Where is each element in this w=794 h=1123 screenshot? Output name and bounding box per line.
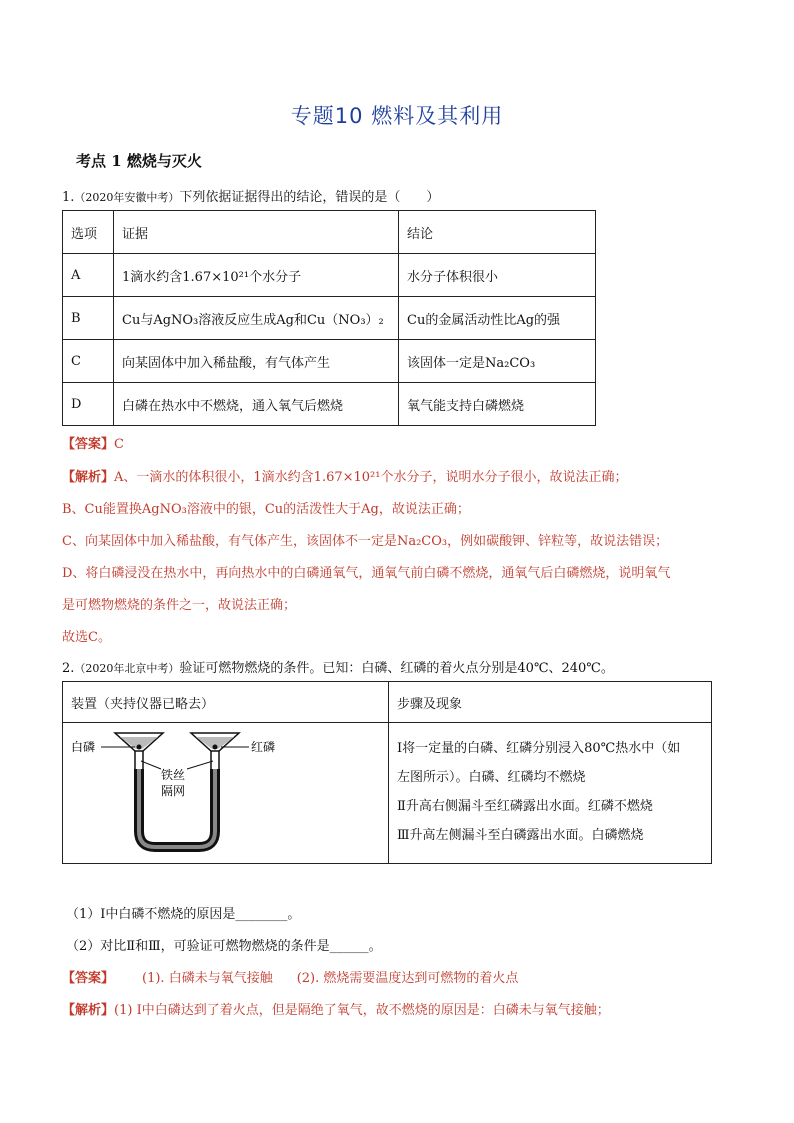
question-text: 验证可燃物燃烧的条件。已知：白磷、红磷的着火点分别是40℃、240℃。 <box>179 661 614 676</box>
row-conclusion: 水分子体积很小 <box>399 254 596 297</box>
question-1-stem <box>62 186 439 205</box>
sub-question-1: （1）Ⅰ中白磷不燃烧的原因是________。 <box>66 907 301 922</box>
row-conclusion: Cu的金属活动性比Ag的强 <box>399 297 596 340</box>
row-evidence: 白磷在热水中不燃烧，通入氧气后燃烧 <box>114 383 399 426</box>
table-row <box>63 383 596 426</box>
table-row <box>63 340 596 383</box>
analysis-text: A、一滴水的体积很小，1滴水约含1.67×10²¹个水分子，说明水分子很小，故说法正确； <box>114 470 628 485</box>
label-wire-1: 铁丝 <box>161 768 186 782</box>
table-row <box>63 297 596 340</box>
label-wire-2: 隔网 <box>161 784 186 798</box>
steps-cell <box>389 723 712 864</box>
analysis-line: B、Cu能置换AgNO₃溶液中的银，Cu的活泼性大于Ag，故说法正确； <box>62 502 470 517</box>
answer-value-1: (1). 白磷未与氧气接触 <box>142 971 273 986</box>
answer-value: C <box>114 437 124 452</box>
step-line: Ⅲ升高左侧漏斗至白磷露出水面。白磷燃烧 <box>397 828 644 843</box>
sub-question-2: （2）对比Ⅱ和Ⅲ，可验证可燃物燃烧的条件是______。 <box>66 939 382 954</box>
question-source: （2020年北京中考） <box>74 662 180 675</box>
step-line: 左图所示）。白磷、红磷均不燃烧 <box>397 770 586 785</box>
row-conclusion: 氧气能支持白磷燃烧 <box>399 383 596 426</box>
answer-line <box>62 967 518 986</box>
analysis-line <box>62 999 610 1018</box>
answer-value-2: (2). 燃烧需要温度达到可燃物的着火点 <box>296 971 519 986</box>
header-conclusion: 结论 <box>399 211 596 254</box>
header-apparatus: 装置（夹持仪器已略去） <box>63 682 389 723</box>
row-option: C <box>63 340 114 383</box>
analysis-line: 故选C。 <box>62 630 111 645</box>
row-evidence: 向某固体中加入稀盐酸，有气体产生 <box>114 340 399 383</box>
row-option: D <box>63 383 114 426</box>
answer-line <box>62 433 124 452</box>
label-red-phosphorus: 红磷 <box>251 740 276 754</box>
analysis-line <box>62 466 627 485</box>
apparatus-cell <box>63 723 389 864</box>
question-number: 1. <box>62 190 75 205</box>
row-evidence: Cu与AgNO₃溶液反应生成Ag和Cu（NO₃）₂ <box>114 297 399 340</box>
row-option: A <box>63 254 114 297</box>
answer-tag: 【答案】 <box>62 437 115 452</box>
analysis-line: D、将白磷浸没在热水中，再向热水中的白磷通氧气，通氧气前白磷不燃烧，通氧气后白磷燃烧，说明氧气 <box>62 566 671 581</box>
row-evidence: 1滴水约含1.67×10²¹个水分子 <box>114 254 399 297</box>
analysis-tag: 【解析】 <box>62 1003 115 1018</box>
table-row <box>63 254 596 297</box>
table-header-row <box>63 211 596 254</box>
header-evidence: 证据 <box>114 211 399 254</box>
evidence-table <box>62 210 596 426</box>
analysis-line: 是可燃物燃烧的条件之一，故说法正确； <box>62 598 297 613</box>
analysis-line: C、向某固体中加入稀盐酸，有气体产生，该固体不一定是Na₂CO₃，例如碳酸钾、锌粒等，故说法错误； <box>62 534 669 549</box>
label-white-phosphorus: 白磷 <box>71 740 96 754</box>
apparatus-diagram <box>63 723 388 859</box>
step-line: Ⅰ将一定量的白磷、红磷分别浸入80℃热水中（如 <box>397 741 681 756</box>
question-2-stem <box>62 657 614 676</box>
header-steps: 步骤及现象 <box>389 682 712 723</box>
table-header-row <box>63 682 712 723</box>
question-text: 下列依据证据得出的结论，错误的是（ ） <box>179 190 440 205</box>
analysis-tag: 【解析】 <box>62 470 115 485</box>
row-conclusion: 该固体一定是Na₂CO₃ <box>399 340 596 383</box>
page-title: 专题10 燃料及其利用 <box>290 104 504 128</box>
experiment-table <box>62 681 712 864</box>
row-option: B <box>63 297 114 340</box>
question-number: 2. <box>62 661 75 676</box>
header-option: 选项 <box>63 211 114 254</box>
answer-tag: 【答案】 <box>62 971 115 986</box>
table-row <box>63 723 712 864</box>
step-line: Ⅱ升高右侧漏斗至红磷露出水面。红磷不燃烧 <box>397 799 653 814</box>
question-source: （2020年安徽中考） <box>74 191 180 204</box>
analysis-text: (1) Ⅰ中白磷达到了着火点，但是隔绝了氧气，故不燃烧的原因是：白磷未与氧气接触； <box>114 1003 610 1018</box>
section-heading: 考点 1 燃烧与灭火 <box>76 152 202 170</box>
